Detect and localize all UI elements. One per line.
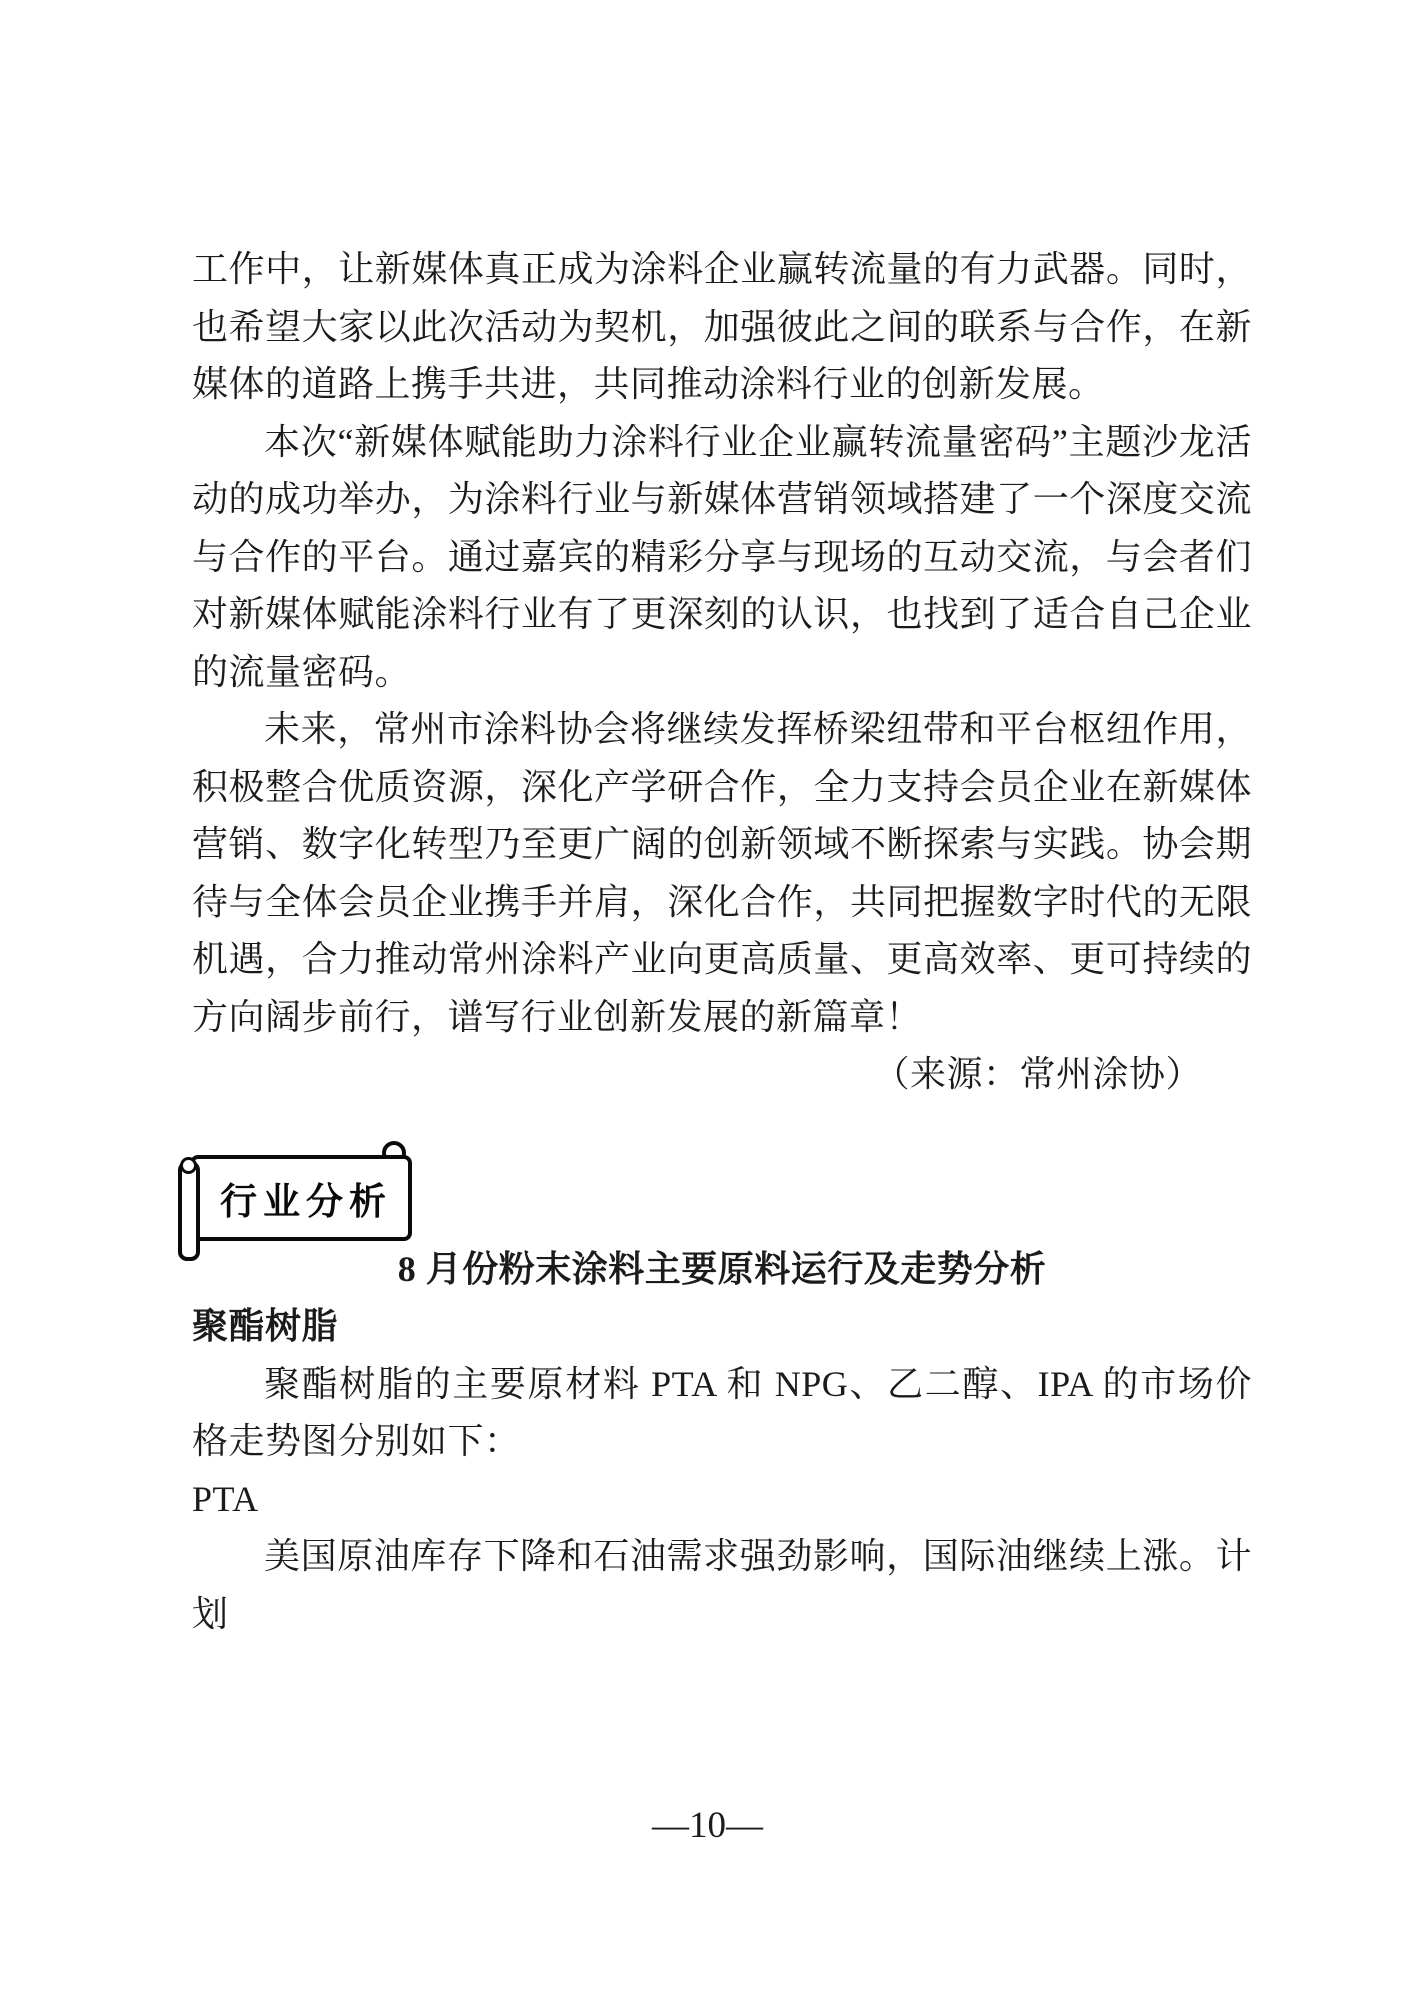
body-paragraph: 未来，常州市涂料协会将继续发挥桥梁纽带和平台枢纽作用，积极整合优质资源，深化产学研合作，全力支持会员企业在新媒体营销、数字化转型乃至更广阔的创新领域不断探索与实践。协会期待与全体会员企业携手并肩，深化合作，共同把握数字时代的无限机遇，合力推动常州涂料产业向更高质量、更高效率、更可持续的方向阔步前行，谱写行业创新发展的新篇章！	[192, 709, 1252, 1037]
section-banner	[178, 1151, 414, 1241]
banner-label: 行业分析	[220, 1181, 392, 1223]
scroll-roll-knob-icon	[180, 1157, 197, 1174]
page-number: —10—	[652, 1805, 763, 1846]
page-content	[192, 0, 1252, 1643]
section-title: 8 月份粉末涂料主要原料运行及走势分析	[397, 1248, 1047, 1289]
body-paragraph: 美国原油库存下降和石油需求强劲影响，国际油继续上涨。计划	[192, 1536, 1252, 1634]
scroll-roll-icon	[178, 1161, 200, 1261]
body-paragraph: 聚酯树脂的主要原材料 PTA 和 NPG、乙二醇、IPA 的市场价格走势图分别如下：	[192, 1363, 1252, 1461]
banner-body	[190, 1155, 412, 1241]
body-paragraph: 本次“新媒体赋能助力涂料行业企业赢转流量密码”主题沙龙活动的成功举办，为涂料行业与新媒体营销领域搭建了一个深度交流与合作的平台。通过嘉宾的精彩分享与现场的互动交流，与会者们对新媒体赋能涂料行业有了更深刻的认识，也找到了适合自己企业的流量密码。	[192, 421, 1252, 692]
body-paragraph: 工作中，让新媒体真正成为涂料企业赢转流量的有力武器。同时，也希望大家以此次活动为契机，加强彼此之间的联系与合作，在新媒体的道路上携手共进，共同推动涂料行业的创新发展。	[192, 249, 1252, 404]
subsection-heading-pta: PTA	[192, 1478, 259, 1519]
source-attribution: （来源：常州涂协）	[873, 1054, 1202, 1094]
subsection-heading-polyester: 聚酯树脂	[192, 1306, 339, 1346]
